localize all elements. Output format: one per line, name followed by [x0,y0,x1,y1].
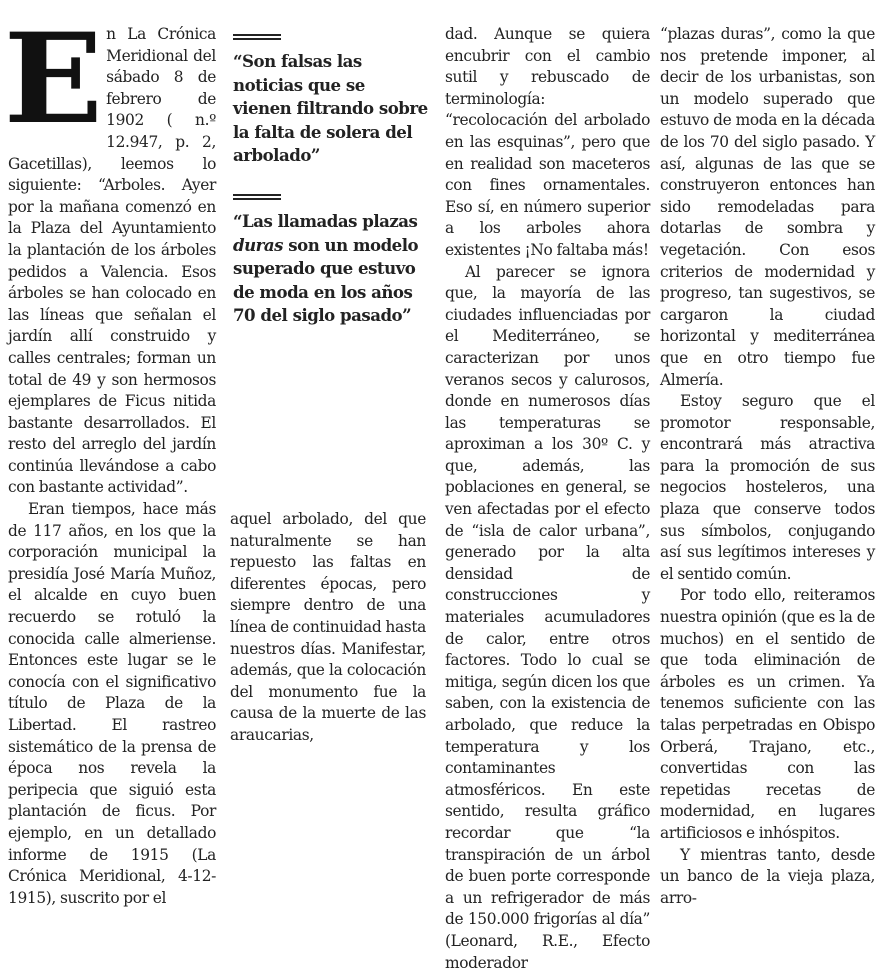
paragraph: Por todo ello, reiteramos nuestra opinión (que es la de muchos) en el sentido de que toda eliminación de árboles es un crimen. Ya tenemos suficiente con las talas perpetradas en Obispo Orberá, Trajano, etc., convertidas con las repetidas recetas de modernidad, en lugares artificiosos e inhóspitos. [660,586,875,842]
paragraph: dad. Aunque se quiera encubrir con el cambio sutil y rebuscado de terminología: “recolocación del arbolado en las esquinas”, pero que en realidad son maceteros con fines ornamentales. Eso sí, en número superior a los arboles ahora existentes ¡No faltaba más! [445,25,650,259]
article-column-4 [660,24,875,909]
pull-quote-text [233,210,428,328]
pull-quote [233,194,428,328]
paragraph: Al parecer se ignora que, la mayoría de las ciudades influenciadas por el Mediterráneo, se caracterizan por unos veranos secos y calurosos, donde en numerosos días las temperaturas se aproximan a los 30º C. y que, además, las poblaciones en general, se ven afectadas por el efecto de “isla de calor urbana”, generado por la alta densidad de construcciones y materiales acumuladores de calor, entre otros factores. Todo lo cual se mitiga, según dicen los que saben, con la existencia de arbolado, que reduce la temperatura y los contaminantes atmosféricos. En este sentido, resulta gráfico recordar que “la transpiración de un árbol de buen porte corresponde a un refrigerador de más de 150.000 frigorías al día” (Leonard, R.E., Efecto moderador [445,262,650,972]
pull-quote-text-part: “Las llamadas plazas [233,211,418,231]
pull-quote [233,34,428,168]
pull-quote-italic: duras [233,234,284,255]
double-rule-divider [233,34,281,40]
article-column-1 [3,7,216,909]
drop-cap: E [3,7,103,152]
paragraph: Y mientras tanto, desde un banco de la vieja plaza, arro- [660,845,875,907]
paragraph-text: n La Crónica Meridional del sábado 8 de febrero de 1902 ( n.º 12.947, p. 2, Gacetillas), leemos lo siguiente: “Arboles. Ayer por la mañana comenzó en la Plaza del Ayuntamiento la plantación de los árboles pedidos a Valencia. Esos árboles se han colocado en las líneas que señalan el jardín allí construido y calles centrales; forman un total de 49 y son hermosos ejemplares de Ficus nitida bastante desarrollados. El resto del arreglo del jardín continúa llevándose a cabo con bastante actividad”. [8,25,216,497]
article-column-3 [445,24,650,974]
article-column-2 [230,509,426,747]
paragraph: Eran tiempos, hace más de 117 años, en los que la corporación municipal la presidía José María Muñoz, el alcalde en cuyo buen recuerdo se rotuló la conocida calle almeriense. Entonces este lugar se le conocía con el significativo título de Plaza de la Libertad. El rastreo sistemático de la prensa de época nos revela la peripecia que siguió esta plantación de ficus. Por ejemplo, en un detallado informe de 1915 (La Crónica Meridional, 4-12-1915), suscrito por el [8,500,216,907]
paragraph: aquel arbolado, del que naturalmente se han repuesto las faltas en diferentes épocas, pero siempre dentro de una línea de continuidad hasta nuestros días. Manifestar, además, que la colocación del monumento fue la causa de la muerte de las araucarias, [230,510,426,744]
paragraph: “plazas duras”, como la que nos pretende imponer, al decir de los urbanistas, son un modelo superado que estuvo de moda en la década de los 70 del siglo pasado. Y así, algunas de las que se construyeron entonces han sido remodeladas para dotarlas de sombra y vegetación. Con esos criterios de modernidad y progreso, tan sugestivos, se cargaron la ciudad horizontal y mediterránea que en otro tiempo fue Almería. [660,25,875,389]
pull-quote-text: “Son falsas las noticias que se vienen filtrando sobre la falta de solera del arbolado” [233,51,428,165]
pull-quote-text-part: son un modelo superado que estuvo de moda en los años 70 del siglo pasado” [233,234,419,325]
double-rule-divider [233,194,281,200]
paragraph [3,7,216,499]
paragraph: Estoy seguro que el promotor responsable, encontrará más atractiva para la promoción de sus negocios hosteleros, una plaza que conserve todos sus símbolos, conjugando así sus legítimos intereses y el sentido común. [660,392,875,583]
